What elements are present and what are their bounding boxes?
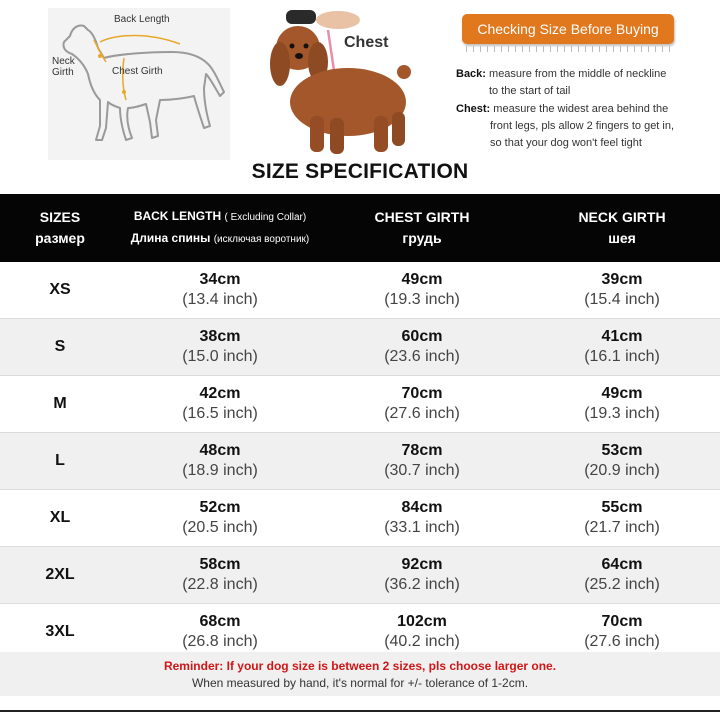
header-back-length xyxy=(120,194,320,262)
size-table xyxy=(0,194,720,660)
ruler-decoration xyxy=(466,46,670,56)
back-inch: (18.9 inch) xyxy=(182,462,258,479)
chest-inch: (30.7 inch) xyxy=(384,462,460,479)
neck-inch: (27.6 inch) xyxy=(584,633,660,650)
back-inch: (22.8 inch) xyxy=(182,576,258,593)
back-length-label: Back Length xyxy=(114,14,170,25)
neck-inch: (21.7 inch) xyxy=(584,519,660,536)
back-inch: (16.5 inch) xyxy=(182,405,258,422)
size-cell: M xyxy=(0,376,120,433)
back-inch: (13.4 inch) xyxy=(182,291,258,308)
chest-cell xyxy=(320,319,524,376)
back-note-text-2: to the start of tail xyxy=(489,85,571,97)
neck-cell xyxy=(524,376,720,433)
chest-inch: (23.6 inch) xyxy=(384,348,460,365)
chest-inch: (27.6 inch) xyxy=(384,405,460,422)
chest-cell xyxy=(320,547,524,604)
back-inch: (15.0 inch) xyxy=(182,348,258,365)
header-back-en-note: ( Excluding Collar) xyxy=(224,212,307,223)
chest-cm: 70cm xyxy=(401,385,443,402)
dog-outline-illustration xyxy=(48,8,230,160)
dog-measurement-diagram xyxy=(48,8,230,160)
neck-inch: (15.4 inch) xyxy=(584,291,660,308)
back-note-text-1: measure from the middle of neckline xyxy=(489,68,667,80)
header-neck-ru: шея xyxy=(608,230,636,246)
chest-cm: 49cm xyxy=(401,271,443,288)
back-cm: 48cm xyxy=(199,442,241,459)
neck-inch: (25.2 inch) xyxy=(584,576,660,593)
header-chest-ru: грудь xyxy=(402,230,442,246)
header-back-ru: Длина спины xyxy=(130,231,211,245)
back-cell xyxy=(120,262,320,319)
size-cell: 3XL xyxy=(0,604,120,661)
back-note-label: Back: xyxy=(456,68,486,80)
neck-girth-label: Neck Girth xyxy=(52,56,75,78)
chest-girth-label: Chest Girth xyxy=(112,66,163,77)
back-cm: 68cm xyxy=(199,613,241,630)
header-neck-en: NECK GIRTH xyxy=(578,209,666,225)
chest-note-text-1: measure the widest area behind the xyxy=(493,103,669,115)
chest-cm: 92cm xyxy=(401,556,443,573)
neck-cm: 64cm xyxy=(601,556,643,573)
poodle-illustration xyxy=(250,6,420,162)
back-cm: 52cm xyxy=(199,499,241,516)
neck-cell xyxy=(524,433,720,490)
neck-cm: 41cm xyxy=(601,328,643,345)
chest-photo-label: Chest xyxy=(344,34,389,51)
chest-inch: (19.3 inch) xyxy=(384,291,460,308)
chest-cell xyxy=(320,262,524,319)
chest-cell xyxy=(320,376,524,433)
neck-inch: (16.1 inch) xyxy=(584,348,660,365)
reminder-box xyxy=(0,652,720,696)
measurement-guide xyxy=(0,0,720,192)
size-cell: XS xyxy=(0,262,120,319)
header-chest-en: CHEST GIRTH xyxy=(374,209,470,225)
back-length-line xyxy=(100,36,180,45)
chest-cell xyxy=(320,490,524,547)
neck-cell xyxy=(524,547,720,604)
table-row xyxy=(0,490,720,547)
table-row xyxy=(0,319,720,376)
header-sizes-en: SIZES xyxy=(39,209,81,225)
header-sizes-ru: размер xyxy=(35,230,85,246)
neck-inch: (19.3 inch) xyxy=(584,405,660,422)
back-cm: 38cm xyxy=(199,328,241,345)
neck-cm: 53cm xyxy=(601,442,643,459)
neck-cm: 39cm xyxy=(601,271,643,288)
dog-photo xyxy=(250,6,420,162)
header-chest-girth xyxy=(320,194,524,262)
size-cell: 2XL xyxy=(0,547,120,604)
reminder-text: Reminder: If your dog size is between 2 sizes, pls choose larger one. xyxy=(163,659,557,673)
chest-inch: (40.2 inch) xyxy=(384,633,460,650)
header-sizes xyxy=(0,194,120,262)
neck-cell xyxy=(524,262,720,319)
back-cell xyxy=(120,547,320,604)
neck-girth-line xyxy=(94,40,106,62)
back-cm: 58cm xyxy=(199,556,241,573)
page-title: SIZE SPECIFICATION xyxy=(251,160,469,183)
size-cell: XL xyxy=(0,490,120,547)
neck-cm: 70cm xyxy=(601,613,643,630)
chest-cm: 102cm xyxy=(397,613,447,630)
neck-inch: (20.9 inch) xyxy=(584,462,660,479)
chest-cm: 78cm xyxy=(401,442,443,459)
chest-note-label: Chest: xyxy=(456,103,491,115)
back-cell xyxy=(120,319,320,376)
table-row xyxy=(0,547,720,604)
back-inch: (20.5 inch) xyxy=(182,519,258,536)
table-header-row xyxy=(0,194,720,262)
chest-note-text-3: so that your dog won't feel tight xyxy=(490,137,642,149)
header-neck-girth xyxy=(524,194,720,262)
neck-cell xyxy=(524,490,720,547)
chest-inch: (33.1 inch) xyxy=(384,519,460,536)
back-measure-note xyxy=(456,66,706,100)
table-row xyxy=(0,376,720,433)
chest-cell xyxy=(320,433,524,490)
table-row xyxy=(0,433,720,490)
neck-cm: 49cm xyxy=(601,385,643,402)
back-inch: (26.8 inch) xyxy=(182,633,258,650)
back-cell xyxy=(120,433,320,490)
chest-cm: 60cm xyxy=(401,328,443,345)
table-row xyxy=(0,262,720,319)
chest-note-text-2: front legs, pls allow 2 fingers to get in, xyxy=(490,120,675,132)
back-cell xyxy=(120,490,320,547)
neck-cm: 55cm xyxy=(601,499,643,516)
chest-cm: 84cm xyxy=(401,499,443,516)
chest-inch: (36.2 inch) xyxy=(384,576,460,593)
back-cm: 34cm xyxy=(199,271,241,288)
size-cell: S xyxy=(0,319,120,376)
neck-cell xyxy=(524,319,720,376)
checking-size-banner: Checking Size Before Buying xyxy=(462,14,674,44)
header-back-en: BACK LENGTH xyxy=(133,209,222,223)
tolerance-note: When measured by hand, it's normal for +/- tolerance of 1-2cm. xyxy=(191,676,529,690)
back-cm: 42cm xyxy=(199,385,241,402)
bottom-divider xyxy=(0,710,720,712)
size-cell: L xyxy=(0,433,120,490)
chest-measure-note xyxy=(456,101,706,152)
header-back-ru-note: (исключая воротник) xyxy=(213,234,310,245)
back-cell xyxy=(120,376,320,433)
